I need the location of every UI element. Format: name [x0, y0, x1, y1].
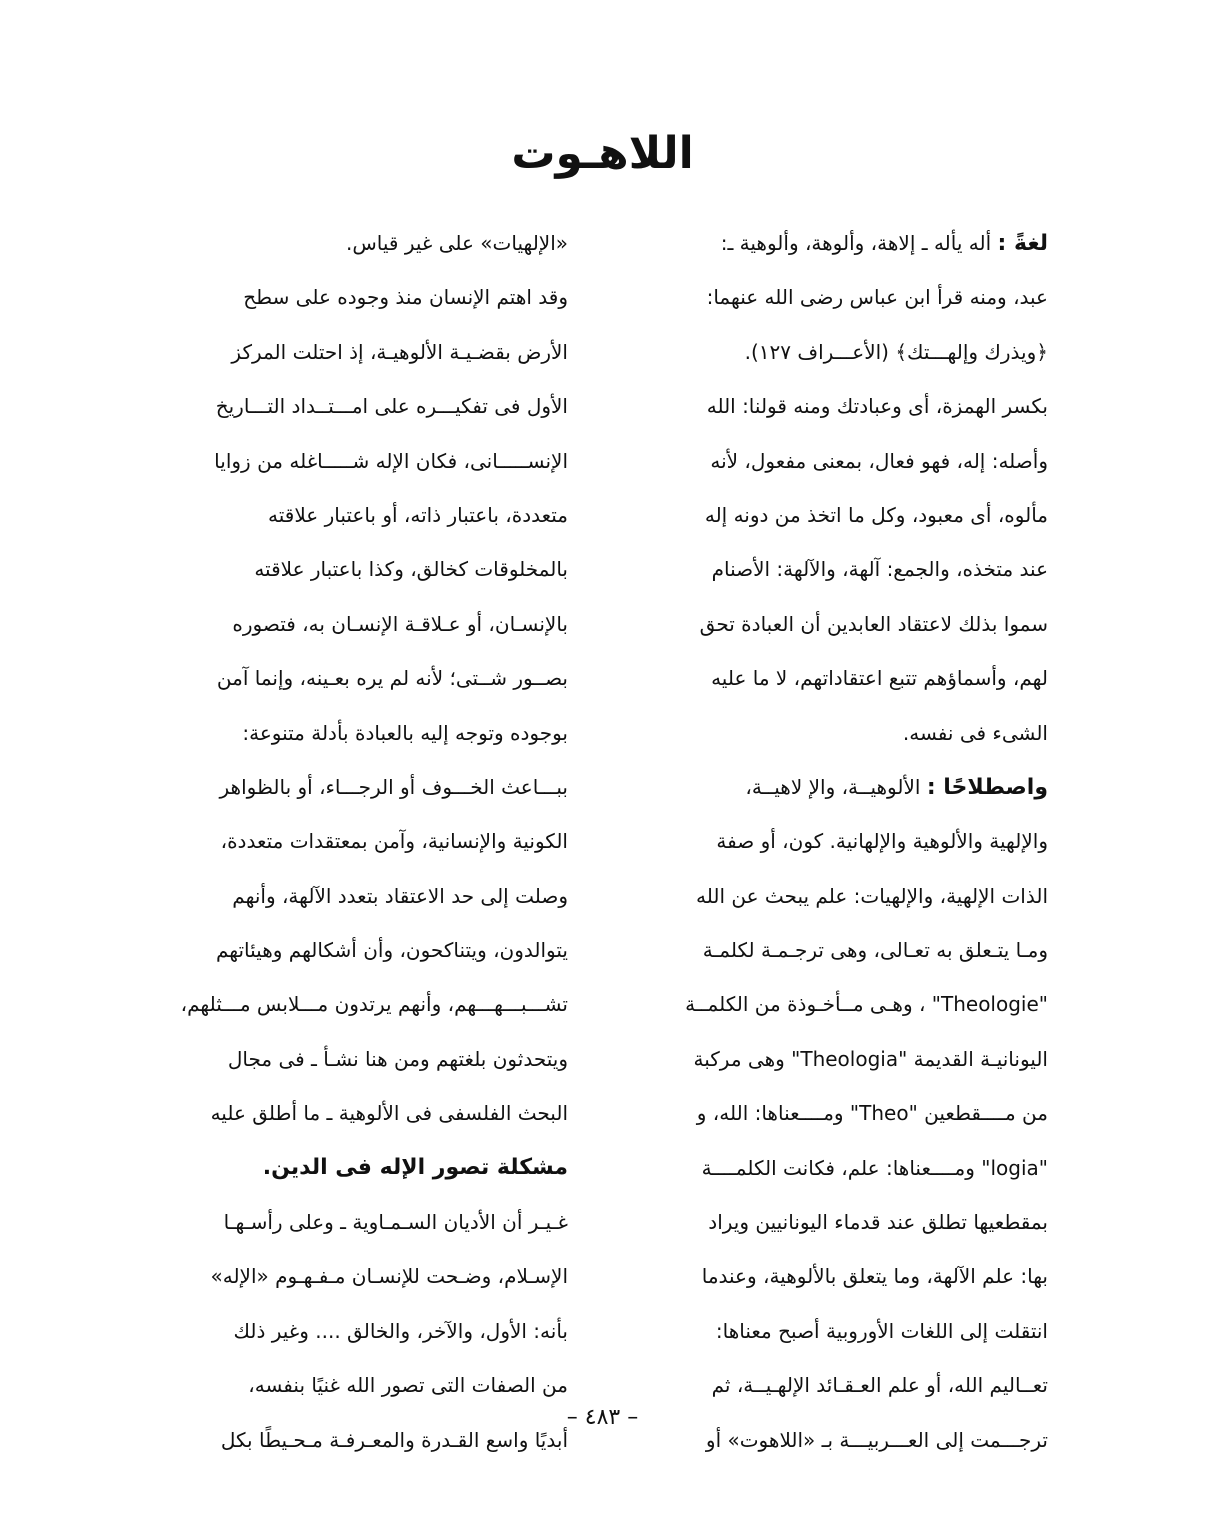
- line-text: والإلهية والألوهية والإلهانية. كون، أو صفة: [716, 829, 1048, 854]
- text-line: [608, 597, 1048, 651]
- line-text: لهم، وأسماؤهم تتبع اعتقاداتهم، لا ما عليه: [711, 666, 1048, 691]
- line-text: يتوالدون، ويتناكحون، وأن أشكالهم وهيئاتهم: [215, 938, 568, 963]
- text-line: [608, 760, 1048, 814]
- line-text: متعددة، باعتبار ذاته، أو باعتبار علاقته: [268, 502, 568, 527]
- line-text: الإنســـــانى، فكان الإله شـــــاغله من زوايا: [214, 448, 568, 473]
- line-text: ومـا يتـعلق به تعـالى، وهى ترجـمـة لكلمـة: [702, 938, 1048, 963]
- text-line: [608, 542, 1048, 596]
- text-line: [128, 434, 568, 488]
- line-text: ويتحدثون بلغتهم ومن هنا نشـأ ـ فى مجال: [227, 1046, 568, 1071]
- line-text: الشىء فى نفسه.: [902, 720, 1048, 745]
- line-text: بصــور شــتى؛ لأنه لم يره بعـينه، وإنما آمن: [216, 666, 568, 691]
- line-text: اليونانيـة القديمة "Theologia" وهى مركبة: [693, 1046, 1048, 1071]
- line-text: من الصفات التى تصور الله غنيًا بنفسه،: [248, 1373, 568, 1398]
- line-text: سموا بذلك لاعتقاد العابدين أن العبادة تحق: [699, 611, 1048, 636]
- text-line: [608, 651, 1048, 705]
- text-line: [128, 379, 568, 433]
- line-text: الذات الإلهية، والإلهيات: علم يبحث عن الله: [696, 883, 1048, 908]
- line-text: عند متخذه، والجمع: آلهة، والآلهة: الأصنام: [711, 557, 1048, 582]
- line-text: ببـــاعث الخـــوف أو الرجـــاء، أو بالظواهر: [219, 774, 568, 799]
- line-text: "logia" ومــــعناها: علم، فكانت الكلمــــة: [701, 1155, 1048, 1180]
- text-line: [128, 1086, 568, 1140]
- text-line: [608, 1304, 1048, 1358]
- line-text: انتقلت إلى اللغات الأوروبية أصبح معناها:: [715, 1318, 1048, 1343]
- text-line: [128, 651, 568, 705]
- line-text: ترجـــمت إلى العـــربيـــة بـ «اللاهوت» أو: [705, 1427, 1048, 1452]
- text-line: [608, 923, 1048, 977]
- line-text: ﴿ويذرك وإلهـــتك﴾ (الأعـــراف ١٢٧).: [744, 339, 1048, 364]
- text-line: [608, 1195, 1048, 1249]
- section-lead: واصطلاحًا :: [926, 774, 1048, 800]
- text-line: [128, 325, 568, 379]
- text-line: [128, 814, 568, 868]
- text-line: [608, 488, 1048, 542]
- text-line: [128, 706, 568, 760]
- line-text: الألوهيــة، والإ لاهيــة،: [745, 774, 927, 799]
- text-line: [128, 542, 568, 596]
- text-line: [128, 1249, 568, 1303]
- text-line: [608, 1249, 1048, 1303]
- line-text: تعــاليم الله، أو علم العـقـائد الإلهـيــة، ثم: [711, 1373, 1048, 1398]
- line-text: وقد اهتم الإنسان منذ وجوده على سطح: [243, 285, 568, 310]
- text-line: [128, 1304, 568, 1358]
- text-line: [128, 977, 568, 1031]
- text-line: [128, 216, 568, 270]
- text-line: [608, 379, 1048, 433]
- line-text: الأرض بقضـيـة الألوهيـة، إذ احتلت المركز: [231, 339, 568, 364]
- line-text: الإسـلام، وضـحت للإنسـان مـفـهـوم «الإله»: [210, 1264, 568, 1289]
- line-text: «الإلهيات» على غير قياس.: [346, 231, 568, 255]
- line-text: بها: علم الآلهة، وما يتعلق بالألوهية، وعندما: [701, 1264, 1048, 1289]
- text-line: [608, 270, 1048, 324]
- line-text: مألوه، أى معبود، وكل ما اتخذ من دونه إله: [704, 502, 1048, 527]
- text-line: [128, 869, 568, 923]
- line-text: "Theologie" ، وهـى مــأخـوذة من الكلمــة: [685, 992, 1048, 1017]
- line-text: البحث الفلسفى فى الألوهية ـ ما أطلق عليه: [210, 1101, 568, 1126]
- text-line: [128, 1195, 568, 1249]
- text-line: [608, 434, 1048, 488]
- line-text: بكسر الهمزة، أى وعبادتك ومنه قولنا: الله: [706, 394, 1048, 419]
- line-text: بالإنسـان، أو عـلاقـة الإنسـان به، فتصوره: [232, 611, 568, 636]
- text-line: [128, 597, 568, 651]
- text-line: [128, 1141, 568, 1195]
- page-number: – ٤٨٣ –: [566, 1405, 639, 1430]
- line-text: الأول فى تفكيـــره على امـــتــداد التـــاريخ: [215, 394, 568, 419]
- text-line: [608, 1086, 1048, 1140]
- line-text: أبديًا واسع القـدرة والمعـرفـة مـحـيطًا بكل: [220, 1427, 568, 1452]
- page-title: اللاهـوت: [511, 128, 694, 179]
- line-text: غـيـر أن الأديان السـمـاوية ـ وعلى رأسـهـا: [223, 1210, 568, 1235]
- text-line: [128, 923, 568, 977]
- line-text: من مــــقطعين "Theo" ومــــعناها: الله، و: [696, 1101, 1048, 1126]
- line-text: بمقطعيها تطلق عند قدماء اليونانيين ويراد: [708, 1210, 1048, 1235]
- left-column: [128, 216, 568, 1467]
- text-line: [128, 488, 568, 542]
- text-line: [608, 977, 1048, 1031]
- text-line: [128, 760, 568, 814]
- line-text: بوجوده وتوجه إليه بالعبادة بأدلة متنوعة:: [242, 720, 568, 745]
- text-line: [608, 814, 1048, 868]
- text-line: [608, 325, 1048, 379]
- line-text: وصلت إلى حد الاعتقاد بتعدد الآلهة، وأنهم: [232, 883, 568, 908]
- line-text: بالمخلوقات كخالق، وكذا باعتبار علاقته: [254, 557, 568, 582]
- text-line: [128, 270, 568, 324]
- line-text: وأصله: إله، فهو فعال، بمعنى مفعول، لأنه: [710, 448, 1048, 473]
- text-line: [608, 1032, 1048, 1086]
- line-text: بأنه: الأول، والآخر، والخالق .... وغير ذلك: [233, 1318, 568, 1343]
- line-text: تشـــبـــهـــهم، وأنهم يرتدون مـــلابس مـــثلهم،: [180, 992, 568, 1017]
- right-column: [608, 216, 1048, 1467]
- text-line: [608, 1141, 1048, 1195]
- text-line: [608, 706, 1048, 760]
- line-text: عبد، ومنه قرأ ابن عباس رضى الله عنهما:: [706, 285, 1048, 310]
- text-line: [608, 869, 1048, 923]
- line-text: مشكلة تصور الإله فى الدين.: [262, 1154, 568, 1180]
- line-text: الكونية والإنسانية، وآمن بمعتقدات متعددة،: [220, 829, 568, 854]
- text-line: [128, 1032, 568, 1086]
- text-line: [608, 216, 1048, 270]
- section-lead: لغةً :: [997, 231, 1048, 256]
- line-text: أله يأله ـ إلاهة، وألوهة، وألوهية ـ:: [720, 231, 998, 255]
